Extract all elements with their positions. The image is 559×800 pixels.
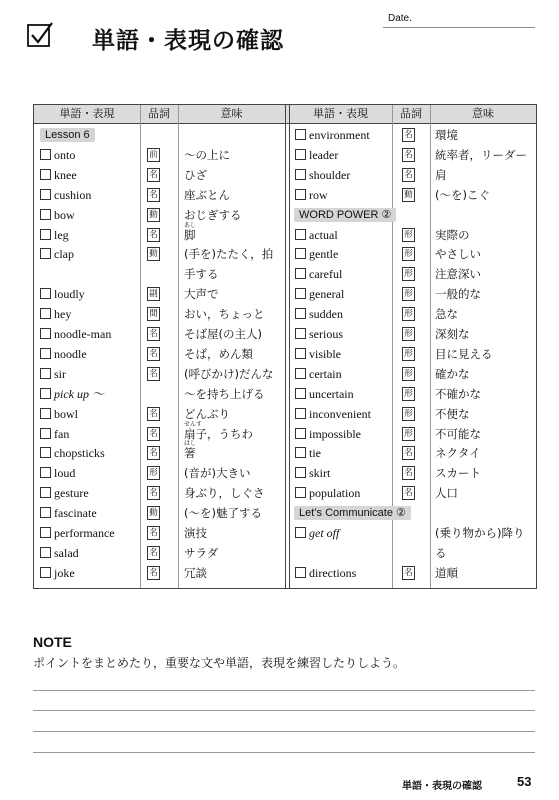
vocab-row — [289, 225, 536, 245]
study-checkbox[interactable] — [40, 308, 51, 319]
pos-badge: 名 — [147, 327, 160, 341]
vocab-meaning: 人口 — [435, 486, 458, 501]
section-label: Let’s Communicate ② — [294, 506, 411, 520]
vocab-row — [34, 463, 285, 483]
study-checkbox[interactable] — [295, 169, 306, 180]
vocab-meaning: (呼びかけ)だんな — [184, 366, 274, 381]
vocab-word: leg — [54, 227, 69, 242]
vocab-meaning: 不可能な — [435, 426, 481, 441]
vocab-word: salad — [54, 545, 79, 560]
pos-badge: 前 — [147, 148, 160, 162]
vocab-row — [289, 404, 536, 424]
vocab-meaning: やさしい — [435, 247, 481, 262]
note-writing-line[interactable] — [33, 752, 535, 753]
vocab-word: noodle — [54, 346, 87, 361]
vocab-meaning: 〜の上に — [184, 147, 230, 162]
study-checkbox[interactable] — [295, 428, 306, 439]
vocab-word: gentle — [309, 247, 339, 262]
vocab-word: skirt — [309, 466, 331, 481]
pos-badge: 形 — [402, 407, 415, 421]
pos-badge: 形 — [147, 466, 160, 480]
vocab-row — [289, 264, 536, 284]
vocab-word: leader — [309, 147, 339, 162]
vocab-meaning: ネクタイ — [435, 446, 481, 461]
study-checkbox[interactable] — [40, 408, 51, 419]
vocab-row — [34, 165, 285, 185]
vocab-row — [34, 483, 285, 503]
pos-badge: 名 — [402, 566, 415, 580]
vocab-word: onto — [54, 147, 76, 162]
vocab-row — [289, 284, 536, 304]
vocab-word: row — [309, 187, 328, 202]
pos-badge: 名 — [402, 128, 415, 142]
vocab-meaning: (〜を)魅了する — [184, 506, 262, 521]
vocab-row — [289, 324, 536, 344]
vocab-meaning: 〜を持ち上げる — [184, 386, 265, 401]
vocab-meaning: 大声で — [184, 287, 219, 302]
vocab-word: clap — [54, 247, 74, 262]
study-checkbox[interactable] — [40, 507, 51, 518]
vocab-row — [34, 344, 285, 364]
vocab-meaning-cont: 手する — [184, 267, 219, 282]
vocab-word: tie — [309, 446, 321, 461]
vocab-word: actual — [309, 227, 338, 242]
study-checkbox[interactable] — [295, 527, 306, 538]
vocab-meaning: 急な — [435, 307, 458, 322]
vocab-meaning: ひざ — [184, 167, 207, 182]
vocab-word: get off — [309, 526, 340, 540]
pos-badge: 名 — [147, 446, 160, 460]
pos-badge: 形 — [402, 347, 415, 361]
study-checkbox[interactable] — [295, 388, 306, 399]
vocab-row — [289, 344, 536, 364]
pos-badge: 形 — [402, 228, 415, 242]
vocab-word: joke — [54, 565, 75, 580]
vocab-row — [289, 145, 536, 165]
study-checkbox[interactable] — [40, 487, 51, 498]
study-checkbox[interactable] — [295, 408, 306, 419]
vocab-meaning: 演技 — [184, 526, 207, 540]
column-divider — [285, 105, 286, 588]
vocab-word: careful — [309, 267, 343, 282]
study-checkbox[interactable] — [295, 149, 306, 160]
vocab-word: fan — [54, 426, 70, 441]
footer-section-title: 単語・表現の確認 — [402, 781, 482, 792]
vocab-row — [34, 563, 285, 583]
study-checkbox[interactable] — [40, 288, 51, 299]
study-checkbox[interactable] — [295, 467, 306, 478]
vocab-meaning: 統率者，リーダー — [435, 147, 527, 162]
vocab-row — [289, 424, 536, 444]
vocab-word: sudden — [309, 307, 343, 322]
vocab-meaning: (〜を)こぐ — [435, 187, 490, 202]
vocab-row — [289, 304, 536, 324]
vocab-meaning: スカート — [435, 466, 481, 481]
vocab-meaning: そば，めん類 — [184, 346, 253, 361]
date-label: Date. — [388, 13, 412, 24]
vocab-word: serious — [309, 327, 343, 341]
vocab-word: impossible — [309, 426, 362, 441]
vocab-word: hey — [54, 307, 72, 322]
header-pos: 品詞 — [400, 107, 422, 120]
pos-badge: 名 — [147, 367, 160, 381]
vocab-row — [34, 523, 285, 543]
pos-badge: 間 — [147, 307, 160, 321]
vocab-row — [289, 364, 536, 384]
vocab-row — [34, 364, 285, 384]
header-pos: 品詞 — [148, 107, 170, 120]
study-checkbox[interactable] — [295, 189, 306, 200]
vocab-row — [289, 185, 536, 205]
vocab-row — [34, 503, 285, 523]
vocab-row — [34, 384, 285, 404]
pos-badge: 動 — [147, 247, 160, 261]
pos-badge: 名 — [147, 228, 160, 242]
vocab-word: bow — [54, 207, 75, 222]
pos-badge: 名 — [402, 148, 415, 162]
study-checkbox[interactable] — [295, 129, 306, 140]
study-checkbox[interactable] — [295, 348, 306, 359]
checkbox-icon — [27, 22, 53, 48]
vocab-word: performance — [54, 526, 115, 540]
study-checkbox[interactable] — [295, 308, 306, 319]
note-writing-line[interactable] — [33, 690, 535, 691]
header-meaning: 意味 — [472, 107, 494, 120]
vocab-row — [34, 244, 285, 282]
note-title: NOTE — [33, 634, 72, 650]
vocab-meaning: 注意深い — [435, 267, 481, 282]
vocab-meaning: 脚 — [184, 227, 196, 242]
vocab-meaning: 不便な — [435, 406, 470, 421]
pos-badge: 動 — [147, 208, 160, 222]
section-label: WORD POWER ② — [294, 208, 396, 222]
vocab-meaning-cont: る — [435, 546, 447, 560]
vocab-meaning: サラダ — [184, 545, 219, 560]
pos-badge: 名 — [147, 566, 160, 580]
vocab-row — [289, 483, 536, 503]
vocab-word: directions — [309, 565, 357, 580]
study-checkbox[interactable] — [295, 268, 306, 279]
pos-badge: 形 — [402, 247, 415, 261]
pos-badge: 形 — [402, 367, 415, 381]
pos-badge: 名 — [147, 347, 160, 361]
vocab-row — [34, 205, 285, 225]
vocab-row — [34, 440, 285, 463]
vocab-meaning: (音が)大きい — [184, 466, 251, 481]
vocab-row — [289, 165, 536, 185]
ruby-reading: はし — [184, 440, 197, 448]
vocab-row — [289, 384, 536, 404]
study-checkbox[interactable] — [40, 149, 51, 160]
study-checkbox[interactable] — [295, 229, 306, 240]
vocab-meaning: 冗談 — [184, 565, 207, 580]
note-writing-line[interactable] — [33, 710, 535, 711]
vocab-row — [34, 185, 285, 205]
pos-badge: 名 — [402, 168, 415, 182]
vocab-word: visible — [309, 346, 341, 361]
vocab-row — [34, 404, 285, 424]
pos-badge: 形 — [402, 387, 415, 401]
study-checkbox[interactable] — [295, 328, 306, 339]
vocab-word: general — [309, 287, 345, 302]
study-checkbox[interactable] — [40, 169, 51, 180]
vocab-word: noodle-man — [54, 327, 112, 341]
study-checkbox[interactable] — [295, 447, 306, 458]
vocab-meaning: 身ぶり，しぐさ — [184, 486, 265, 501]
pos-badge: 名 — [402, 486, 415, 500]
vocab-word: uncertain — [309, 386, 354, 401]
study-checkbox[interactable] — [40, 447, 51, 458]
page-number: 53 — [517, 774, 532, 789]
pos-badge: 形 — [402, 307, 415, 321]
vocab-meaning: 確かな — [435, 366, 470, 381]
ruby-reading: せんす — [184, 420, 203, 428]
pos-badge: 形 — [402, 427, 415, 441]
pos-badge: 副 — [147, 287, 160, 301]
vocab-word: loud — [54, 466, 76, 481]
vocab-meaning: そば屋(の主人) — [184, 327, 262, 341]
study-checkbox[interactable] — [295, 487, 306, 498]
vocab-word: loudly — [54, 287, 85, 302]
vocab-table — [33, 104, 537, 589]
pos-badge: 名 — [147, 188, 160, 202]
study-checkbox[interactable] — [40, 368, 51, 379]
pos-badge: 形 — [402, 327, 415, 341]
vocab-row — [34, 221, 285, 245]
study-checkbox[interactable] — [40, 189, 51, 200]
vocab-word: bowl — [54, 406, 78, 421]
vocab-meaning: どんぶり — [184, 406, 230, 421]
study-checkbox[interactable] — [295, 248, 306, 259]
header-word: 単語・表現 — [59, 107, 115, 120]
vocab-meaning: 一般的な — [435, 287, 481, 302]
study-checkbox[interactable] — [40, 428, 51, 439]
vocab-meaning: (手を)たたく，拍 — [184, 247, 274, 262]
vocab-meaning: 実際の — [435, 227, 470, 242]
vocab-meaning: 箸 — [184, 446, 196, 461]
header-meaning: 意味 — [220, 107, 243, 120]
study-checkbox[interactable] — [40, 547, 51, 558]
study-checkbox[interactable] — [295, 368, 306, 379]
study-checkbox[interactable] — [40, 328, 51, 339]
study-checkbox[interactable] — [295, 288, 306, 299]
vocab-meaning: おじぎする — [184, 207, 242, 222]
vocab-row — [289, 443, 536, 463]
vocab-meaning: 環境 — [435, 128, 458, 142]
study-checkbox[interactable] — [295, 567, 306, 578]
vocab-meaning: 扇子，うちわ — [184, 426, 253, 441]
vocab-row — [289, 523, 536, 560]
vocab-meaning: おい，ちょっと — [184, 307, 265, 322]
vocab-word: gesture — [54, 486, 89, 501]
section-label: Lesson 6 — [40, 128, 95, 142]
vocab-word: sir — [54, 366, 66, 381]
study-checkbox[interactable] — [40, 348, 51, 359]
vocab-word: inconvenient — [309, 406, 371, 421]
study-checkbox[interactable] — [40, 209, 51, 220]
study-checkbox[interactable] — [40, 527, 51, 538]
pos-badge: 名 — [147, 526, 160, 540]
pos-badge: 名 — [147, 407, 160, 421]
vocab-word: fascinate — [54, 506, 97, 521]
vocab-row — [34, 543, 285, 563]
pos-badge: 動 — [147, 506, 160, 520]
vocab-meaning: 不確かな — [435, 386, 481, 401]
vocab-word: environment — [309, 128, 370, 142]
vocab-row — [34, 284, 285, 304]
vocab-meaning: (乗り物から)降り — [435, 526, 525, 540]
pos-badge: 名 — [147, 427, 160, 441]
vocab-meaning: 道順 — [435, 565, 458, 580]
note-instructions: ポイントをまとめたり，重要な文や単語，表現を練習したりしよう。 — [33, 656, 406, 670]
vocab-meaning: 目に見える — [435, 346, 493, 361]
study-checkbox[interactable] — [40, 388, 51, 399]
vocab-meaning: 座ぶとん — [184, 187, 230, 202]
study-checkbox[interactable] — [40, 248, 51, 259]
vocab-word: shoulder — [309, 167, 351, 182]
study-checkbox[interactable] — [40, 229, 51, 240]
vocab-word: certain — [309, 366, 342, 381]
vocab-word: population — [309, 486, 361, 501]
ruby-reading: あし — [184, 221, 197, 229]
pos-badge: 名 — [402, 446, 415, 460]
pos-badge: 形 — [402, 267, 415, 281]
note-writing-line[interactable] — [33, 731, 535, 732]
vocab-row — [289, 244, 536, 264]
vocab-meaning: 深刻な — [435, 327, 470, 341]
vocab-word: chopsticks — [54, 446, 105, 461]
vocab-word: cushion — [54, 187, 92, 202]
study-checkbox[interactable] — [40, 567, 51, 578]
pos-badge: 名 — [147, 546, 160, 560]
vocab-word: pick up 〜 — [54, 386, 104, 401]
pos-badge: 名 — [147, 486, 160, 500]
page-title: 単語・表現の確認 — [92, 28, 284, 54]
vocab-word: knee — [54, 167, 77, 182]
vocab-row — [289, 563, 536, 583]
vocab-row — [289, 125, 536, 145]
vocab-row — [289, 463, 536, 483]
vocab-row — [34, 420, 285, 444]
date-field[interactable] — [383, 27, 535, 28]
pos-badge: 形 — [402, 287, 415, 301]
vocab-row — [34, 324, 285, 344]
pos-badge: 動 — [402, 188, 415, 202]
pos-badge: 名 — [147, 168, 160, 182]
pos-badge: 名 — [402, 466, 415, 480]
vocab-row — [34, 145, 285, 165]
vocab-row — [34, 304, 285, 324]
study-checkbox[interactable] — [40, 467, 51, 478]
vocab-meaning: 肩 — [435, 167, 447, 182]
header-word: 単語・表現 — [313, 107, 368, 120]
